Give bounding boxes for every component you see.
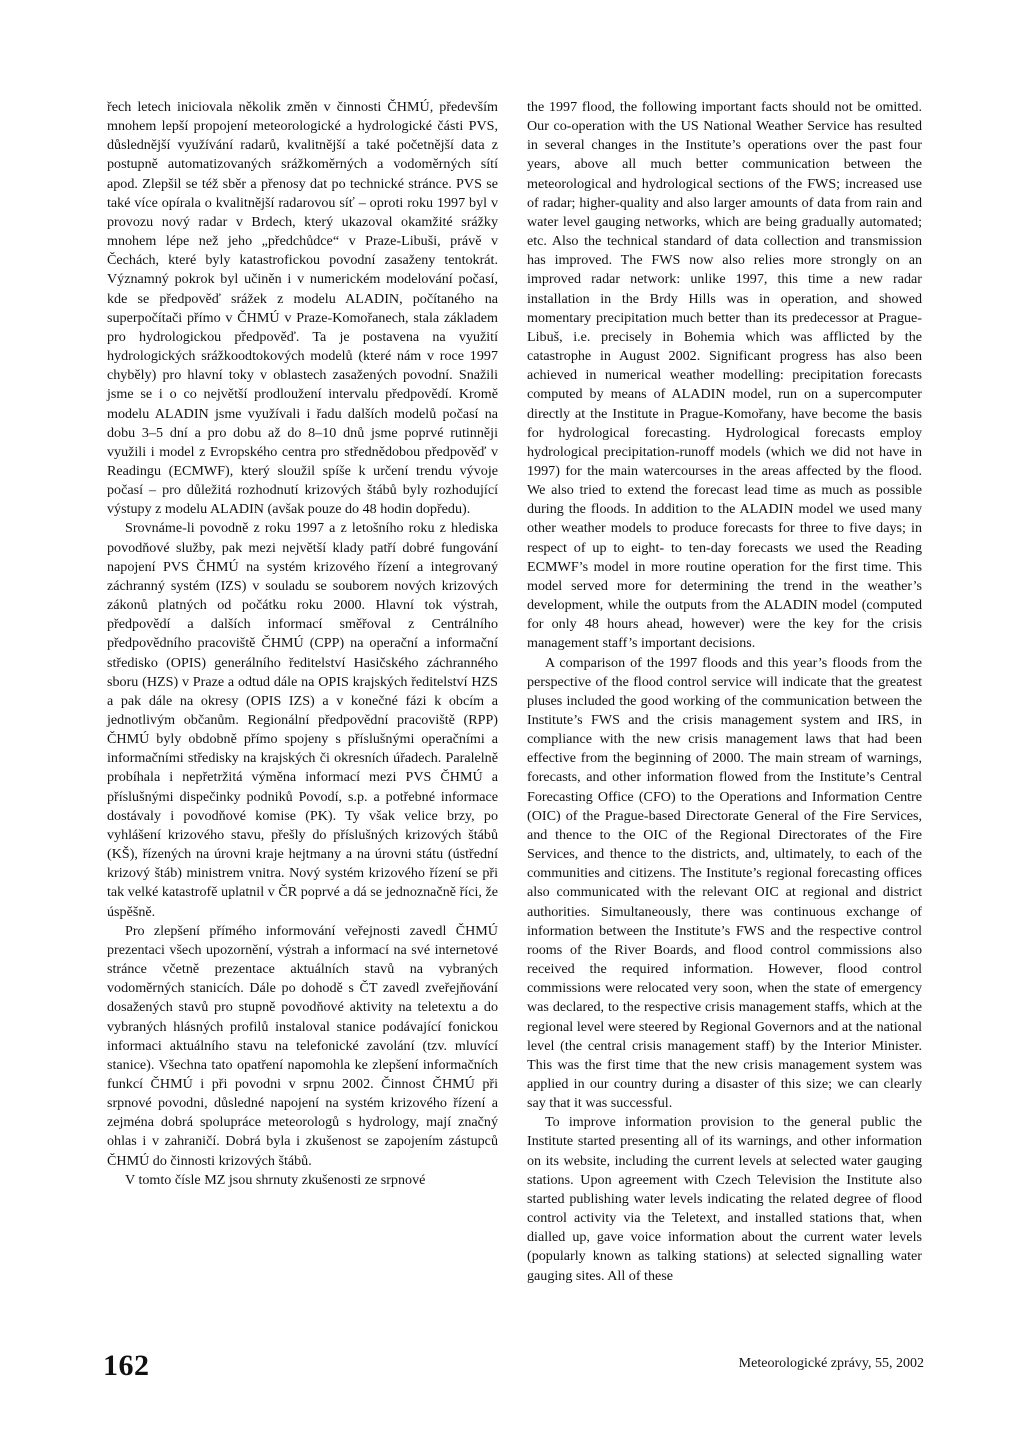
paragraph: V tomto čísle MZ jsou shrnuty zkušenosti ze srpnové [125,1171,426,1188]
right-column-english [527,98,922,1286]
page-number: 162 [103,1349,150,1382]
paragraph: A comparison of the 1997 floods and this year’s floods from the perspective of the flood control service will indicate that the greatest pluses included the good working of the communication between the Institute’s FWS and the crisis management system and IRS, in compliance with the new crisis management laws that had been effective from the beginning of 2000. The main stream of warnings, forecasts, and other information flowed from the Institute’s Central Forecasting Office (CFO) to the Operations and Information Centre (OIC) of the Prague-based Directorate General of the Fire Services, and thence to the OIC of the Regional Directorates of the Fire Services, and thence to the districts, and, ultimately, to each of the communities and citizens. The Institute’s regional forecasting offices also communicated with the relevant OIC at regional and district authorities. Simultaneously, there was continuous exchange of information between the Institute’s FWS and the respective control rooms of the River Boards, and flood control commissions also received the required information. However, flood control commissions were relocated very soon, when the state of emergency was declared, to the respective crisis management staffs, which at the regional level were steered by Regional Governors and at the national level (the central crisis management staff) by the Interior Minister. This was the first time that the new crisis management system was applied in our country during a disaster of this size; we can clearly say that it was successful. [527,654,922,1112]
paragraph: řech letech iniciovala několik změn v činnosti ČHMÚ, především mnohem lepší propojení meteorologické a hydrologické části PVS, důslednější využívání radarů, kvalitnější a také početnější data z postupně automatizovaných srážkoměrných a vodoměrných sítí apod. Zlepšil se též sběr a přenosy dat po technické stránce. PVS se také více opírala o kvalitnější radarovou síť – oproti roku 1997 byl v provozu nový radar v Brdech, který ukazoval okamžité srážky mnohem lépe než jeho „předchůdce“ v Praze-Libuši, právě v Čechách, které byly katastrofickou povodní zasaženy tentokrát. Významný pokrok byl učiněn i v numerickém modelování počasí, kde se předpověď srážek z modelu ALADIN, počítaného na superpočítači přímo v ČHMÚ v Praze-Komořanech, stala základem pro hydrologickou předpověď. Ta je postavena na využití hydrologických srážkoodtokových modelů (které nám v roce 1997 chyběly) pro hlavní toky v oblastech zasažených povodní. Snažili jsme se i o co největší prodloužení intervalu předpovědí. Kromě modelu ALADIN jsme využívali i řadu dalších modelů počasí na dobu 3–5 dní a pro dobu až do 8–10 dnů jsme poprvé rutinněji využili i model z Evropského centra pro střednědobou předpověď v Readingu (ECMWF), který sloužil spíše k určení trendu vývoje počasí – pro důležitá rozhodnutí krizových štábů byly rozhodující výstupy z modelu ALADIN (avšak pouze do 48 hodin dopředu). [107,99,498,518]
paragraph: Srovnáme-li povodně z roku 1997 a z letošního roku z hlediska povodňové služby, pak mezi největší klady patří dobré fungování napojení PVS ČHMÚ na systém krizového řízení a integrovaný záchranný systém (IZS) v souladu se souborem nových krizových zákonů platných od počátku roku 2000. Hlavní tok výstrah, předpovědí a dalších informací směřoval z Centrálního předpovědního pracoviště ČHMÚ (CPP) na operační a informační středisko (OPIS) generálního ředitelství Hasičského záchranného sboru (HZS) v Praze a odtud dále na OPIS krajských ředitelství HZS a pak dále na okresy (OPIS IZS) a v konečné fázi k obcím a jednotlivým občanům. Regionální předpovědní pracoviště (RPP) ČHMÚ byly obdobně přímo spojeny s příslušnými operačními a informačními středisky na krajských či okresních úřadech. Paralelně probíhala i nepřetržitá výměna informací mezi PVS ČHMÚ a příslušnými dispečinky podniků Povodí, s.p. a potřebné informace dostávaly i povodňové komise (PK). Ty však velice brzy, po vyhlášení krizového stavu, přešly do příslušných krizových štábů (KŠ), řízených na úrovni kraje hejtmany a na úrovni státu (ústřední krizový štáb) ministrem vnitra. Nový systém krizového řízení se při tak velké katastrofě uplatnil v ČR poprvé a dá se jednoznačně říci, že úspěšně. [107,520,498,920]
paragraph: To improve information provision to the general public the Institute started presenting all of its warnings, and other information on its website, including the current levels at selected water gauging stations. Upon agreement with Czech Television the Institute also started publishing water levels indicating the related degree of flood control activity via the Teletext, and installed stations that, when dialled up, gave voice information about the current water levels (popularly known as talking stations) at selected signalling water gauging sites. All of these [527,1114,922,1284]
paragraph: Pro zlepšení přímého informování veřejnosti zavedl ČHMÚ prezentaci všech upozornění, výstrah a informací na své internetové stránce včetně prezentace aktuálních stavů na vybraných vodoměrných stanicích. Dále po dohodě s ČT zavedl zveřejňování dosažených stavů pro stupně povodňové aktivity na teletextu a do vybraných hlásných profilů instaloval stanice podávající fonickou informaci aktuálního stavu na telefonické zavolání (tzv. mluvící stanice). Všechna tato opatření napomohla ke zlepšení informačních funkcí ČHMÚ i při povodni v srpnu 2002. Činnost ČHMÚ při srpnové povodni, důsledné napojení na systém krizového řízení a zejména dobrá spolupráce meteorologů s hydrology, mají značný ohlas i v zahraničí. Dobrá byla i zkušenost se zapojením zástupců ČHMÚ do činnosti krizových štábů. [107,922,498,1169]
left-column-czech [107,98,498,1190]
journal-footer: Meteorologické zprávy, 55, 2002 [738,1356,924,1371]
paragraph: the 1997 flood, the following important facts should not be omitted. Our co-operation with the US National Weather Service has resulted in several changes in the Institute’s operations over the past four years, above all much better communication between the meteorological and hydrological sections of the FWS; increased use of radar; higher-quality and also larger amounts of data from rain and water level gauging networks, which are being gradually automated; etc. Also the technical standard of data collection and transmission has improved. The FWS now also relies more strongly on an improved radar network: unlike 1997, this time a new radar installation in the Brdy Hills was in operation, and showed momentary precipitation much better than its predecessor at Prague-Libuš, i.e. precisely in Bohemia which was afflicted by the catastrophe in August 2002. Significant progress has also been achieved in numerical weather modelling: precipitation forecasts computed by means of ALADIN model, run on a supercomputer directly at the Institute in Prague-Komořany, have become the basis for hydrological forecasting. Hydrological forecasts employ hydrological precipitation-runoff models (which we did not have in 1997) for the main watercourses in the areas affected by the flood. We also tried to extend the forecast lead time as much as possible during the floods. In addition to the ALADIN model we used many other weather models to produce forecasts for three to five days; in respect of up to eight- to ten-day forecasts we used the Reading ECMWF’s model in more routine operation for the first time. This model served more for determining the trend in the weather’s development, while the outputs from the ALADIN model (computed for only 48 hours ahead, however) were the key for the crisis management staff’s important decisions. [527,99,922,652]
